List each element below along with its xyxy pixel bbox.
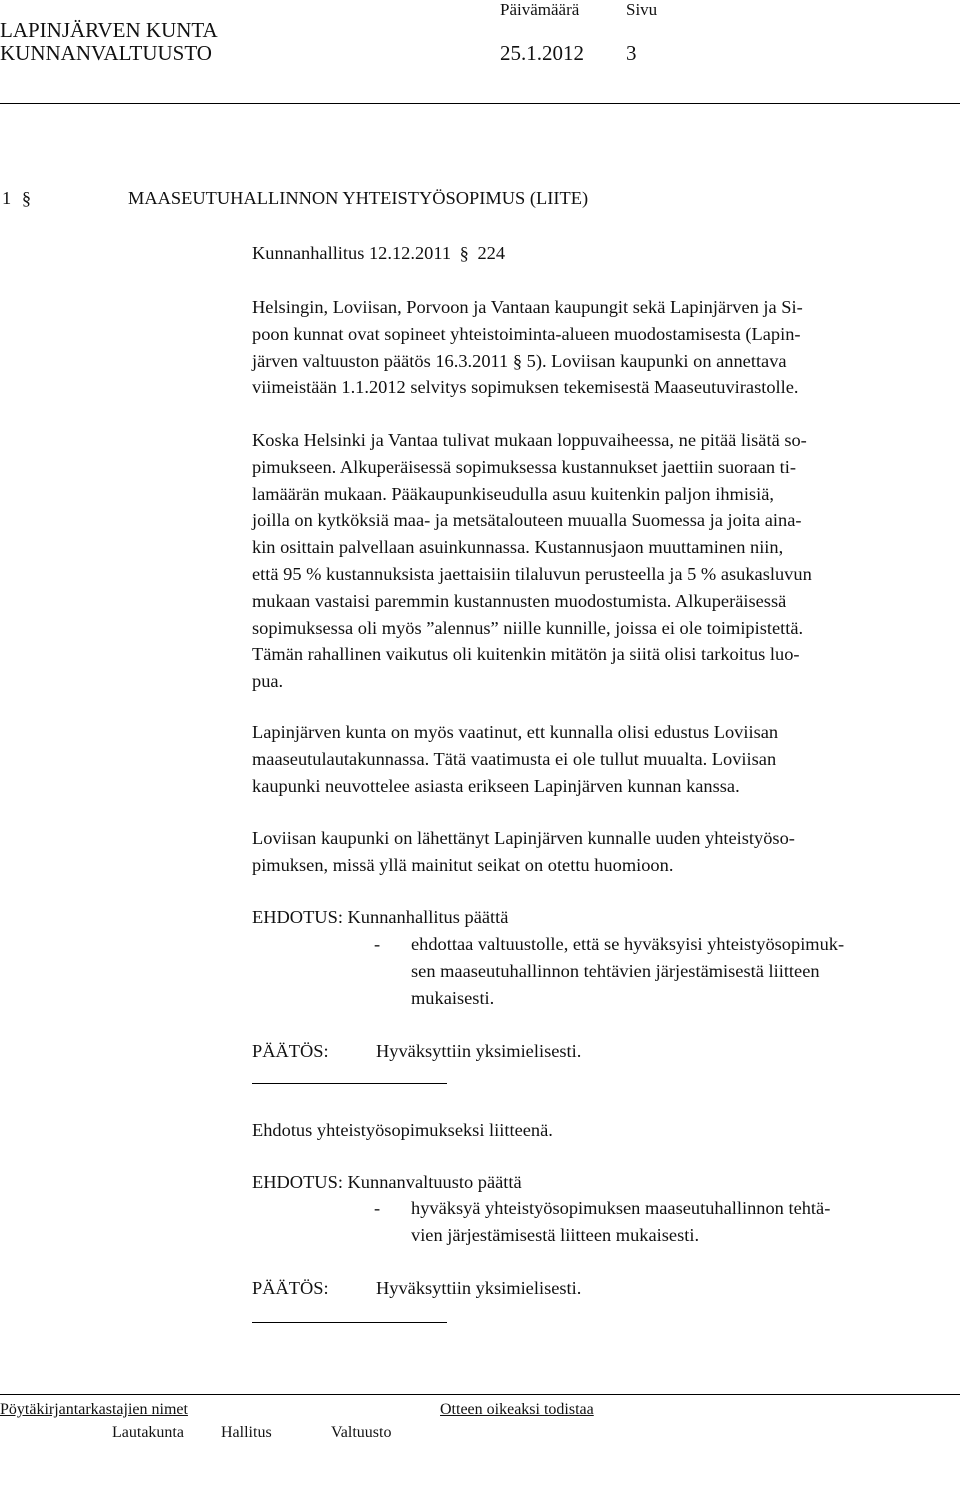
page-number: 3 — [626, 41, 637, 65]
paragraph-line: maaseutulautakunnassa. Tätä vaatimusta ei ole tullut muualta. Loviisan — [252, 748, 777, 769]
certified-label: Otteen oikeaksi todistaa — [440, 1401, 594, 1418]
examiners-label: Pöytäkirjantarkastajien nimet — [0, 1401, 188, 1418]
decision-1-underline — [252, 1083, 447, 1084]
paragraph-line: kaupunki neuvottelee asiasta erikseen Lapinjärven kunnan kanssa. — [252, 775, 740, 796]
paragraph-line: kin osittain palvellaan asuinkunnassa. Kustannusjaon muuttaminen niin, — [252, 537, 784, 558]
proposal-2-label: EHDOTUS: Kunnanvaltuusto päättä — [252, 1172, 522, 1192]
proposal-line: sen maaseutuhallinnon tehtävien järjestämisestä liitteen — [411, 960, 820, 981]
document-date: 25.1.2012 — [500, 41, 584, 65]
proposal-2-dash: - — [374, 1198, 381, 1218]
paragraph-line: sopimuksessa oli myös ”alennus” niille kunnille, joissa ei ole toimipistettä. — [252, 617, 804, 638]
decision-2-text: Hyväksyttiin yksimielisesti. — [376, 1278, 582, 1298]
date-label: Päivämäärä — [500, 0, 580, 19]
proposal-1-text — [411, 931, 844, 1011]
paragraph-line: Koska Helsinki ja Vantaa tulivat mukaan loppuvaiheessa, ne pitää lisätä so- — [252, 430, 807, 450]
footer-board: Lautakunta — [112, 1424, 184, 1441]
item-number-value: 1 — [2, 188, 12, 208]
proposal-2-text — [411, 1195, 830, 1249]
attachment-note: Ehdotus yhteistyösopimukseksi liitteenä. — [252, 1120, 553, 1140]
proposal-line: ehdottaa valtuustolle, että se hyväksyisi yhteistyösopimuk- — [411, 934, 845, 954]
paragraph-line: Loviisan kaupunki on lähettänyt Lapinjärven kunnalle uuden yhteistyöso- — [252, 828, 795, 848]
item-title: MAASEUTUHALLINNON YHTEISTYÖSOPIMUS (LIITE) — [128, 188, 589, 208]
item-number — [2, 185, 31, 212]
reference-text: Kunnanhallitus 12.12.2011 — [252, 243, 452, 263]
proposal-line: vien järjestämisestä liitteen mukaisesti. — [411, 1224, 700, 1245]
decision-1-label: PÄÄTÖS: — [252, 1041, 329, 1061]
paragraph-line: Tämän rahallinen vaikutus oli kuitenkin mitätön ja siitä olisi tarkoitus luo- — [252, 644, 800, 665]
proposal-line: hyväksyä yhteistyösopimuksen maaseutuhallinnon tehtä- — [411, 1198, 831, 1218]
paragraph-line: pua. — [252, 671, 284, 692]
paragraph-line: viimeistään 1.1.2012 selvitys sopimuksen tekemisestä Maaseutuvirastolle. — [252, 377, 799, 398]
paragraph-2 — [252, 427, 812, 695]
footer-council: Valtuusto — [331, 1424, 392, 1441]
paragraph-line: Helsingin, Loviisan, Porvoon ja Vantaan kaupungit sekä Lapinjärven ja Si- — [252, 297, 803, 317]
reference-number: 224 — [477, 243, 506, 263]
paragraph-line: poon kunnat ovat sopineet yhteistoiminta-alueen muodostamisesta (Lapin- — [252, 323, 801, 344]
decision-1-text: Hyväksyttiin yksimielisesti. — [376, 1041, 582, 1061]
header-divider — [0, 103, 960, 104]
council-name: KUNNANVALTUUSTO — [0, 41, 212, 65]
paragraph-line: että 95 % kustannuksista jaettaisiin tilaluvun perusteella ja 5 % asukasluvun — [252, 563, 812, 584]
paragraph-line: Lapinjärven kunta on myös vaatinut, ett kunnalla olisi edustus Loviisan — [252, 722, 779, 742]
paragraph-3 — [252, 719, 778, 799]
section-mark: § — [21, 188, 32, 208]
paragraph-4 — [252, 825, 795, 879]
paragraph-line: joilla on kytköksiä maa- ja metsätalouteen muualla Suomessa ja joita aina- — [252, 510, 802, 531]
decision-2-label: PÄÄTÖS: — [252, 1278, 329, 1298]
proposal-1-dash: - — [374, 934, 381, 954]
municipality-name: LAPINJÄRVEN KUNTA — [0, 18, 218, 42]
footer-executive: Hallitus — [221, 1424, 272, 1441]
page-label: Sivu — [626, 0, 658, 19]
reference-section-mark: § — [459, 243, 469, 263]
paragraph-1 — [252, 294, 803, 401]
decision-2-underline — [252, 1322, 447, 1323]
proposal-line: mukaisesti. — [411, 987, 495, 1008]
reference-line — [252, 240, 505, 267]
paragraph-line: mukaan vastaisi paremmin kustannusten muodostumista. Alkuperäisessä — [252, 590, 787, 611]
paragraph-line: lamäärän mukaan. Pääkaupunkiseudulla asuu kuitenkin paljon ihmisiä, — [252, 483, 774, 504]
footer-divider — [0, 1394, 960, 1395]
paragraph-line: pimuksen, missä yllä mainitut seikat on otettu huomioon. — [252, 854, 674, 875]
paragraph-line: pimukseen. Alkuperäisessä sopimuksessa kustannukset jaettiin suoraan ti- — [252, 456, 796, 477]
paragraph-line: järven valtuuston päätös 16.3.2011 § 5). Loviisan kaupunki on annettava — [252, 350, 787, 371]
proposal-1-label: EHDOTUS: Kunnanhallitus päättä — [252, 907, 509, 927]
